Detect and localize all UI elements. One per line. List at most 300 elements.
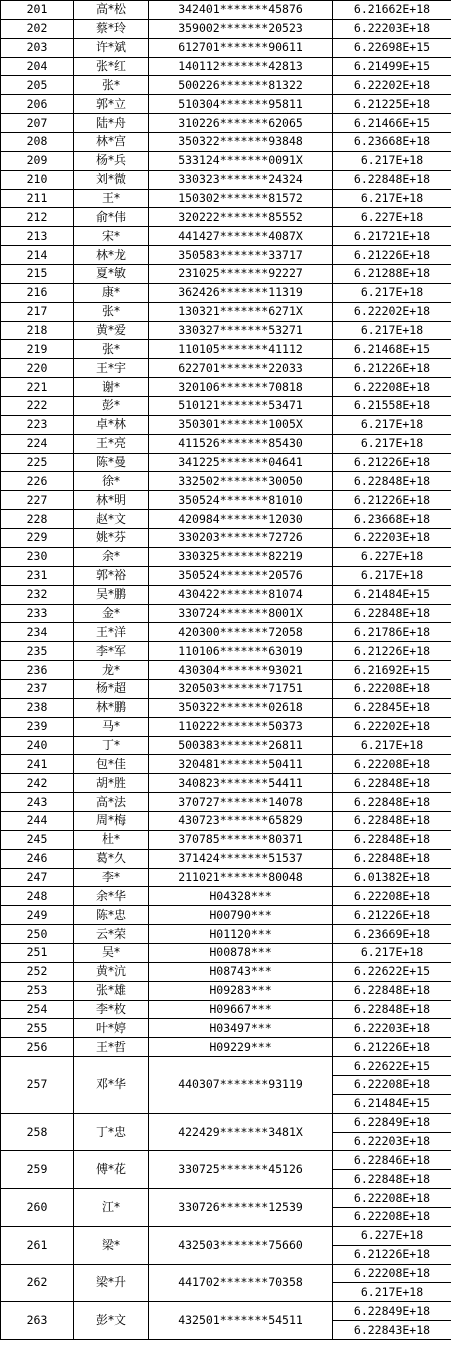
- row-name: 王*亮: [74, 434, 149, 453]
- row-number: 253: [1, 981, 74, 1000]
- row-id-number: 350583*******33717: [149, 246, 333, 265]
- row-card-number: 6.22698E+15: [333, 38, 451, 57]
- row-id-number: 330323*******24324: [149, 170, 333, 189]
- row-name: 彭*: [74, 397, 149, 416]
- table-row: [1, 943, 451, 962]
- row-card-number: 6.217E+18: [333, 415, 451, 434]
- table-row: [1, 774, 451, 793]
- row-id-number: 341225*******04641: [149, 453, 333, 472]
- table-row: [1, 397, 451, 416]
- row-name: 梁*升: [74, 1264, 149, 1302]
- row-number: 242: [1, 774, 74, 793]
- row-number: 250: [1, 925, 74, 944]
- table-row: [1, 623, 451, 642]
- table-row: [1, 793, 451, 812]
- row-card-number: 6.22845E+18: [333, 698, 451, 717]
- row-card-number: 6.21226E+18: [333, 906, 451, 925]
- row-number: 261: [1, 1226, 74, 1264]
- table-row: [1, 38, 451, 57]
- row-number: 254: [1, 1000, 74, 1019]
- row-name: 黄*爱: [74, 321, 149, 340]
- row-card-number: 6.21786E+18: [333, 623, 451, 642]
- row-card-number: 6.22848E+18: [333, 472, 451, 491]
- row-card-number: 6.22202E+18: [333, 302, 451, 321]
- row-id-number: 320222*******85552: [149, 208, 333, 227]
- row-card-number: 6.227E+18: [333, 1226, 451, 1245]
- row-name: 姚*芬: [74, 529, 149, 548]
- row-name: 卓*林: [74, 415, 149, 434]
- table-row: [1, 925, 451, 944]
- table-row: [1, 1264, 451, 1283]
- row-number: 207: [1, 114, 74, 133]
- row-name: 杨*兵: [74, 151, 149, 170]
- row-card-number: 6.22203E+18: [333, 529, 451, 548]
- row-id-number: H09667***: [149, 1000, 333, 1019]
- table-row: [1, 189, 451, 208]
- row-number: 223: [1, 415, 74, 434]
- row-number: 218: [1, 321, 74, 340]
- row-card-number: 6.22848E+18: [333, 793, 451, 812]
- row-number: 217: [1, 302, 74, 321]
- row-name: 张*红: [74, 57, 149, 76]
- row-number: 231: [1, 566, 74, 585]
- row-card-number: 6.21225E+18: [333, 95, 451, 114]
- table-row: [1, 246, 451, 265]
- row-card-number: 6.23669E+18: [333, 925, 451, 944]
- table-row: [1, 1226, 451, 1245]
- table-row: [1, 1151, 451, 1170]
- row-id-number: 110105*******41112: [149, 340, 333, 359]
- row-card-number: 6.22203E+18: [333, 1132, 451, 1151]
- table-row: [1, 547, 451, 566]
- row-name: 云*荣: [74, 925, 149, 944]
- row-card-number: 6.22208E+18: [333, 887, 451, 906]
- row-name: 杜*: [74, 830, 149, 849]
- row-name: 宋*: [74, 227, 149, 246]
- row-card-number: 6.01382E+18: [333, 868, 451, 887]
- row-id-number: 370785*******80371: [149, 830, 333, 849]
- row-id-number: 342401*******45876: [149, 1, 333, 20]
- row-id-number: 370727*******14078: [149, 793, 333, 812]
- row-number: 257: [1, 1057, 74, 1114]
- row-number: 221: [1, 378, 74, 397]
- table-row: [1, 1302, 451, 1321]
- row-id-number: 440307*******93119: [149, 1057, 333, 1114]
- row-name: 黄*沆: [74, 962, 149, 981]
- row-id-number: 612701*******90611: [149, 38, 333, 57]
- row-id-number: 430304*******93021: [149, 661, 333, 680]
- row-name: 陈*曼: [74, 453, 149, 472]
- row-number: 212: [1, 208, 74, 227]
- row-card-number: 6.22848E+18: [333, 811, 451, 830]
- row-card-number: 6.22848E+18: [333, 1000, 451, 1019]
- row-id-number: 320481*******50411: [149, 755, 333, 774]
- table-row: [1, 811, 451, 830]
- row-id-number: 320106*******70818: [149, 378, 333, 397]
- row-card-number: 6.21721E+18: [333, 227, 451, 246]
- row-card-number: 6.21288E+18: [333, 265, 451, 284]
- row-number: 211: [1, 189, 74, 208]
- row-card-number: 6.21226E+18: [333, 642, 451, 661]
- row-id-number: 150302*******81572: [149, 189, 333, 208]
- row-card-number: 6.217E+18: [333, 189, 451, 208]
- row-number: 220: [1, 359, 74, 378]
- row-number: 246: [1, 849, 74, 868]
- row-card-number: 6.21226E+18: [333, 359, 451, 378]
- row-name: 林*明: [74, 491, 149, 510]
- table-row: [1, 661, 451, 680]
- row-id-number: H00790***: [149, 906, 333, 925]
- table-row: [1, 1189, 451, 1208]
- row-card-number: 6.21226E+18: [333, 453, 451, 472]
- table-row: [1, 57, 451, 76]
- table-row: [1, 170, 451, 189]
- row-card-number: 6.22846E+18: [333, 1151, 451, 1170]
- row-id-number: H09283***: [149, 981, 333, 1000]
- row-id-number: 350524*******81010: [149, 491, 333, 510]
- row-card-number: 6.217E+18: [333, 943, 451, 962]
- row-name: 林*龙: [74, 246, 149, 265]
- row-name: 高*松: [74, 1, 149, 20]
- table-row: [1, 19, 451, 38]
- row-id-number: 350322*******02618: [149, 698, 333, 717]
- row-number: 233: [1, 604, 74, 623]
- row-card-number: 6.22203E+18: [333, 1019, 451, 1038]
- row-card-number: 6.21226E+18: [333, 491, 451, 510]
- row-card-number: 6.217E+18: [333, 434, 451, 453]
- row-card-number: 6.23668E+18: [333, 133, 451, 152]
- row-card-number: 6.227E+18: [333, 547, 451, 566]
- row-name: 彭*文: [74, 1302, 149, 1340]
- row-id-number: 533124*******0091X: [149, 151, 333, 170]
- row-card-number: 6.21226E+18: [333, 246, 451, 265]
- table-row: [1, 868, 451, 887]
- table-row: [1, 529, 451, 548]
- row-id-number: 430422*******81074: [149, 585, 333, 604]
- table-row: [1, 962, 451, 981]
- row-name: 康*: [74, 283, 149, 302]
- row-number: 236: [1, 661, 74, 680]
- row-id-number: H09229***: [149, 1038, 333, 1057]
- table-row: [1, 1019, 451, 1038]
- row-id-number: 310226*******62065: [149, 114, 333, 133]
- row-name: 胡*胜: [74, 774, 149, 793]
- row-card-number: 6.22208E+18: [333, 679, 451, 698]
- row-number: 219: [1, 340, 74, 359]
- row-card-number: 6.217E+18: [333, 1283, 451, 1302]
- row-card-number: 6.217E+18: [333, 736, 451, 755]
- row-name: 葛*久: [74, 849, 149, 868]
- row-name: 邓*华: [74, 1057, 149, 1114]
- row-id-number: 362426*******11319: [149, 283, 333, 302]
- row-number: 235: [1, 642, 74, 661]
- row-id-number: 330203*******72726: [149, 529, 333, 548]
- row-number: 237: [1, 679, 74, 698]
- row-name: 杨*超: [74, 679, 149, 698]
- row-name: 郭*立: [74, 95, 149, 114]
- row-id-number: 422429*******3481X: [149, 1113, 333, 1151]
- row-name: 王*宇: [74, 359, 149, 378]
- row-number: 203: [1, 38, 74, 57]
- row-id-number: 420300*******72058: [149, 623, 333, 642]
- row-number: 227: [1, 491, 74, 510]
- row-id-number: 441427*******4087X: [149, 227, 333, 246]
- table-row: [1, 1057, 451, 1076]
- row-card-number: 6.22202E+18: [333, 717, 451, 736]
- row-card-number: 6.22208E+18: [333, 378, 451, 397]
- row-id-number: 510121*******53471: [149, 397, 333, 416]
- row-card-number: 6.22848E+18: [333, 849, 451, 868]
- row-name: 丁*: [74, 736, 149, 755]
- row-card-number: 6.21468E+15: [333, 340, 451, 359]
- row-id-number: 330724*******8001X: [149, 604, 333, 623]
- row-card-number: 6.22848E+18: [333, 774, 451, 793]
- table-row: [1, 604, 451, 623]
- row-name: 周*梅: [74, 811, 149, 830]
- row-name: 林*宫: [74, 133, 149, 152]
- table-row: [1, 1113, 451, 1132]
- row-name: 刘*微: [74, 170, 149, 189]
- row-id-number: 110222*******50373: [149, 717, 333, 736]
- table-row: [1, 906, 451, 925]
- row-card-number: 6.22849E+18: [333, 1302, 451, 1321]
- row-name: 许*斌: [74, 38, 149, 57]
- row-number: 208: [1, 133, 74, 152]
- row-number: 206: [1, 95, 74, 114]
- table-row: [1, 981, 451, 1000]
- row-number: 245: [1, 830, 74, 849]
- table-row: [1, 265, 451, 284]
- row-id-number: 330325*******82219: [149, 547, 333, 566]
- row-card-number: 6.217E+18: [333, 283, 451, 302]
- row-id-number: H03497***: [149, 1019, 333, 1038]
- row-card-number: 6.22848E+18: [333, 604, 451, 623]
- row-name: 谢*: [74, 378, 149, 397]
- row-card-number: 6.22203E+18: [333, 19, 451, 38]
- row-number: 209: [1, 151, 74, 170]
- table-row: [1, 566, 451, 585]
- table-row: [1, 340, 451, 359]
- row-id-number: 130321*******6271X: [149, 302, 333, 321]
- table-row: [1, 510, 451, 529]
- row-number: 234: [1, 623, 74, 642]
- row-name: 王*: [74, 189, 149, 208]
- row-card-number: 6.22848E+18: [333, 981, 451, 1000]
- table-row: [1, 321, 451, 340]
- row-name: 李*: [74, 868, 149, 887]
- row-id-number: 330327*******53271: [149, 321, 333, 340]
- row-id-number: 411526*******85430: [149, 434, 333, 453]
- row-name: 张*: [74, 340, 149, 359]
- table-row: [1, 698, 451, 717]
- row-number: 228: [1, 510, 74, 529]
- row-name: 蔡*玲: [74, 19, 149, 38]
- table-row: [1, 717, 451, 736]
- row-number: 222: [1, 397, 74, 416]
- row-id-number: H01120***: [149, 925, 333, 944]
- row-card-number: 6.22202E+18: [333, 76, 451, 95]
- table-row: [1, 472, 451, 491]
- row-number: 243: [1, 793, 74, 812]
- row-name: 夏*敏: [74, 265, 149, 284]
- row-id-number: 420984*******12030: [149, 510, 333, 529]
- table-row: [1, 736, 451, 755]
- row-number: 241: [1, 755, 74, 774]
- row-number: 204: [1, 57, 74, 76]
- row-id-number: 211021*******80048: [149, 868, 333, 887]
- row-name: 王*哲: [74, 1038, 149, 1057]
- table-row: [1, 114, 451, 133]
- row-id-number: 371424*******51537: [149, 849, 333, 868]
- row-number: 240: [1, 736, 74, 755]
- row-card-number: 6.22208E+18: [333, 755, 451, 774]
- row-card-number: 6.21484E+15: [333, 585, 451, 604]
- row-number: 255: [1, 1019, 74, 1038]
- row-id-number: 350322*******93848: [149, 133, 333, 152]
- row-id-number: 510304*******95811: [149, 95, 333, 114]
- row-number: 224: [1, 434, 74, 453]
- row-name: 吴*鹏: [74, 585, 149, 604]
- table-row: [1, 830, 451, 849]
- row-id-number: 330725*******45126: [149, 1151, 333, 1189]
- table-row: [1, 208, 451, 227]
- row-number: 205: [1, 76, 74, 95]
- row-number: 251: [1, 943, 74, 962]
- table-row: [1, 453, 451, 472]
- table-row: [1, 491, 451, 510]
- row-id-number: 432503*******75660: [149, 1226, 333, 1264]
- row-name: 余*华: [74, 887, 149, 906]
- row-number: 238: [1, 698, 74, 717]
- row-number: 216: [1, 283, 74, 302]
- row-card-number: 6.22848E+18: [333, 170, 451, 189]
- row-name: 李*军: [74, 642, 149, 661]
- row-name: 叶*婷: [74, 1019, 149, 1038]
- table-row: [1, 434, 451, 453]
- row-id-number: 350301*******1005X: [149, 415, 333, 434]
- row-card-number: 6.22848E+18: [333, 1170, 451, 1189]
- row-card-number: 6.22208E+18: [333, 1075, 451, 1094]
- table-row: [1, 227, 451, 246]
- table-row: [1, 585, 451, 604]
- table-row: [1, 415, 451, 434]
- row-card-number: 6.21692E+15: [333, 661, 451, 680]
- row-name: 张*: [74, 76, 149, 95]
- row-number: 202: [1, 19, 74, 38]
- row-number: 247: [1, 868, 74, 887]
- row-card-number: 6.21466E+15: [333, 114, 451, 133]
- table-row: [1, 755, 451, 774]
- table-row: [1, 302, 451, 321]
- table-row: [1, 887, 451, 906]
- table-row: [1, 1000, 451, 1019]
- row-id-number: 320503*******71751: [149, 679, 333, 698]
- row-id-number: 430723*******65829: [149, 811, 333, 830]
- row-card-number: 6.217E+18: [333, 566, 451, 585]
- row-id-number: 332502*******30050: [149, 472, 333, 491]
- row-number: 232: [1, 585, 74, 604]
- row-name: 包*佳: [74, 755, 149, 774]
- table-row: [1, 76, 451, 95]
- row-name: 余*: [74, 547, 149, 566]
- table-row: [1, 283, 451, 302]
- row-id-number: 359002*******20523: [149, 19, 333, 38]
- row-id-number: 231025*******92227: [149, 265, 333, 284]
- row-number: 201: [1, 1, 74, 20]
- row-card-number: 6.21226E+18: [333, 1038, 451, 1057]
- row-name: 陆*舟: [74, 114, 149, 133]
- row-name: 俞*伟: [74, 208, 149, 227]
- row-card-number: 6.21558E+18: [333, 397, 451, 416]
- row-number: 248: [1, 887, 74, 906]
- row-name: 陈*忠: [74, 906, 149, 925]
- row-name: 梁*: [74, 1226, 149, 1264]
- row-number: 215: [1, 265, 74, 284]
- table-body: [1, 1, 451, 1340]
- row-number: 239: [1, 717, 74, 736]
- row-name: 高*法: [74, 793, 149, 812]
- row-card-number: 6.22622E+15: [333, 962, 451, 981]
- row-name: 王*洋: [74, 623, 149, 642]
- row-number: 256: [1, 1038, 74, 1057]
- row-name: 李*枚: [74, 1000, 149, 1019]
- row-card-number: 6.21499E+15: [333, 57, 451, 76]
- row-number: 244: [1, 811, 74, 830]
- row-number: 214: [1, 246, 74, 265]
- row-number: 259: [1, 1151, 74, 1189]
- row-number: 230: [1, 547, 74, 566]
- row-number: 210: [1, 170, 74, 189]
- row-card-number: 6.21484E+15: [333, 1094, 451, 1113]
- row-name: 徐*: [74, 472, 149, 491]
- row-id-number: 441702*******70358: [149, 1264, 333, 1302]
- row-name: 张*雄: [74, 981, 149, 1000]
- row-card-number: 6.22622E+15: [333, 1057, 451, 1076]
- row-number: 226: [1, 472, 74, 491]
- table-row: [1, 679, 451, 698]
- table-row: [1, 95, 451, 114]
- row-name: 龙*: [74, 661, 149, 680]
- row-card-number: 6.22848E+18: [333, 830, 451, 849]
- row-id-number: 330726*******12539: [149, 1189, 333, 1227]
- row-card-number: 6.22208E+18: [333, 1189, 451, 1208]
- row-id-number: H08743***: [149, 962, 333, 981]
- row-id-number: 340823*******54411: [149, 774, 333, 793]
- row-card-number: 6.22208E+18: [333, 1264, 451, 1283]
- table-row: [1, 378, 451, 397]
- row-id-number: 350524*******20576: [149, 566, 333, 585]
- row-card-number: 6.23668E+18: [333, 510, 451, 529]
- row-name: 马*: [74, 717, 149, 736]
- row-number: 249: [1, 906, 74, 925]
- row-name: 林*鹏: [74, 698, 149, 717]
- row-id-number: 432501*******54511: [149, 1302, 333, 1340]
- row-name: 江*: [74, 1189, 149, 1227]
- row-number: 229: [1, 529, 74, 548]
- row-card-number: 6.21662E+18: [333, 1, 451, 20]
- row-name: 赵*文: [74, 510, 149, 529]
- row-id-number: 110106*******63019: [149, 642, 333, 661]
- row-card-number: 6.227E+18: [333, 208, 451, 227]
- row-name: 丁*忠: [74, 1113, 149, 1151]
- row-id-number: 500383*******26811: [149, 736, 333, 755]
- row-id-number: 500226*******81322: [149, 76, 333, 95]
- row-name: 吴*: [74, 943, 149, 962]
- row-id-number: H04328***: [149, 887, 333, 906]
- row-card-number: 6.22849E+18: [333, 1113, 451, 1132]
- table-row: [1, 849, 451, 868]
- row-number: 225: [1, 453, 74, 472]
